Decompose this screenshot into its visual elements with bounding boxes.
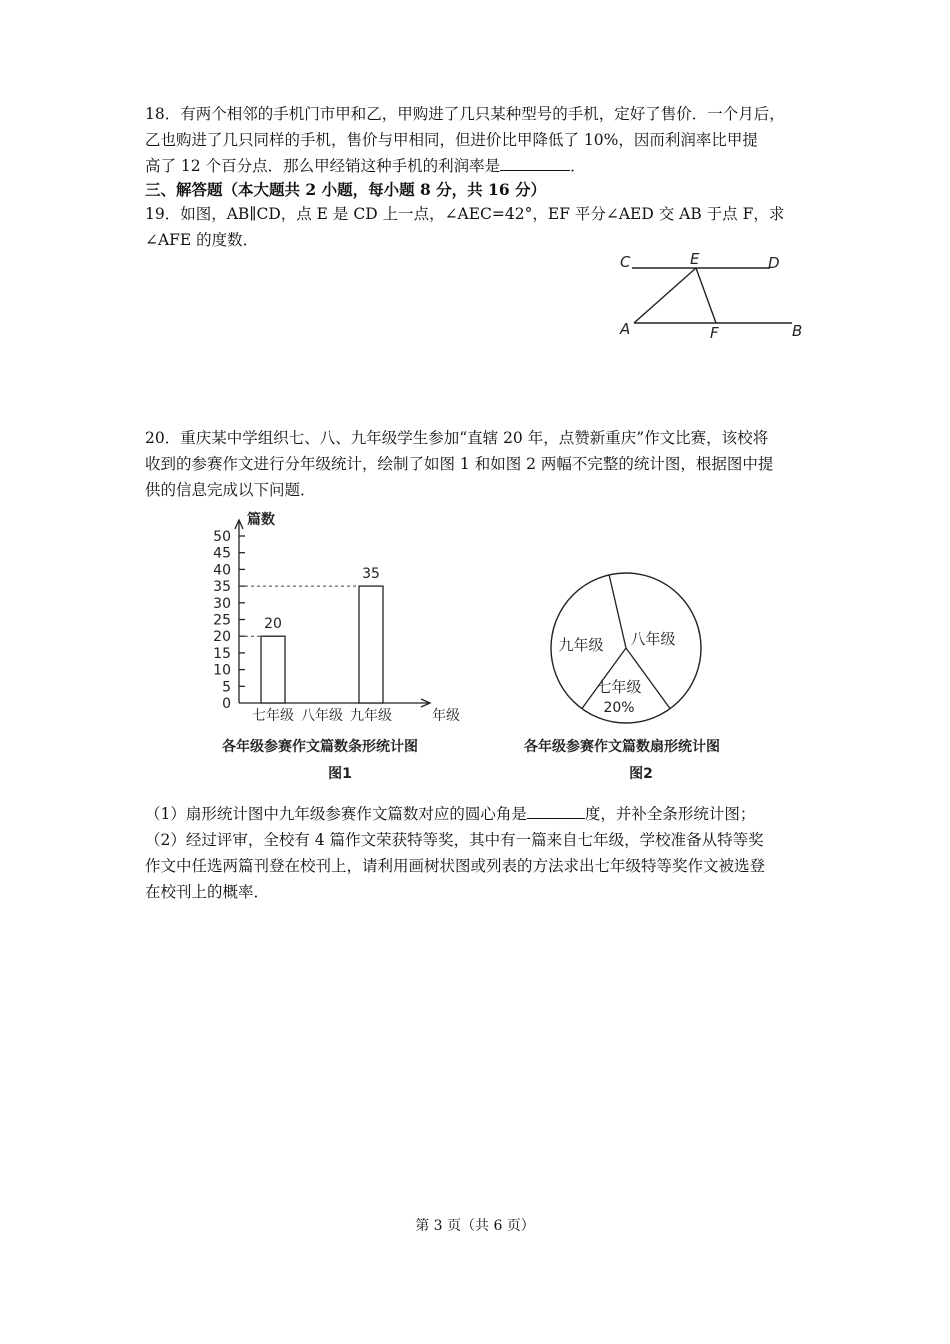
bar (359, 586, 383, 703)
y-tick-label: 0 (222, 696, 231, 712)
y-tick-label: 20 (213, 629, 231, 646)
q20-line-1: 20．重庆某中学组织七、八、九年级学生参加“直辖 20 年，点赞新重庆”作文比赛，该校将 (145, 429, 769, 447)
bar-chart-figure-1 (195, 505, 465, 790)
y-tick-label: 5 (222, 679, 231, 696)
q19-line-1: 19．如图，AB∥CD，点 E 是 CD 上一点，∠AEC=42°，EF 平分∠AED 交 AB 于点 F，求 (145, 205, 785, 223)
y-tick-label: 10 (213, 662, 231, 679)
pie-label-grade-7: 七年级 (596, 678, 642, 696)
q20-part-2-line-1: （2）经过评审，全校有 4 篇作文荣获特等奖，其中有一篇来自七年级，学校准备从特等奖 (145, 831, 764, 849)
q20-part-1-text: （1）扇形统计图中九年级参赛作文篇数对应的圆心角是 (145, 805, 527, 823)
y-tick-label: 30 (213, 595, 231, 612)
y-tick-label: 40 (213, 562, 231, 579)
pie-chart-title: 各年级参赛作文篇数扇形统计图 (524, 739, 720, 755)
q18-line-2: 乙也购进了几只同样的手机，售价与甲相同，但进价比甲降低了 10%，因而利润率比甲提 (145, 131, 758, 149)
bar-value-label: 20 (264, 616, 282, 633)
y-tick-label: 50 (213, 529, 231, 545)
bar-value-label: 35 (362, 566, 380, 583)
q20-line-3: 供的信息完成以下问题． (145, 481, 316, 499)
question-19 (145, 201, 810, 253)
pie-label-grade-8: 八年级 (630, 630, 676, 648)
segment-ae (634, 268, 696, 323)
bar (261, 636, 285, 703)
q20-part-2-line-2: 作文中任选两篇刊登在校刊上，请利用画树状图或列表的方法求出七年级特等奖作文被选登 (145, 857, 766, 875)
label-a: A (620, 320, 631, 338)
x-category-label: 七年级 (252, 708, 294, 724)
q20-part-1-end: 度，并补全条形统计图； (584, 805, 756, 823)
q19-geometry-figure (610, 250, 815, 345)
y-tick-label: 45 (213, 545, 231, 562)
label-f: F (710, 324, 719, 342)
q20-part-2-line-3: 在校刊上的概率． (145, 883, 270, 901)
question-18 (145, 101, 810, 179)
section-3-title (145, 177, 810, 203)
label-c: C (620, 253, 631, 271)
label-e: E (690, 250, 700, 268)
section-3-title-text: 三、解答题（本大题共 2 小题，每小题 8 分，共 16 分） (145, 180, 547, 199)
x-category-label: 九年级 (350, 708, 392, 724)
q18-line-3-text: 高了 12 个百分点．那么甲经销这种手机的利润率是 (145, 157, 501, 175)
x-axis-label: 年级 (432, 708, 460, 724)
q20-part-1 (145, 801, 810, 827)
pie-chart-figure-2 (495, 570, 755, 790)
q20-parts (145, 801, 810, 905)
x-category-label: 八年级 (301, 708, 343, 724)
q18-line-3 (145, 153, 810, 179)
pie-label-grade-7-percent: 20% (603, 700, 635, 716)
y-tick-label: 35 (213, 579, 231, 596)
answer-blank (527, 804, 585, 819)
bar-chart-title: 各年级参赛作文篇数条形统计图 (222, 739, 418, 755)
q20-line-2: 收到的参赛作文进行分年级统计，绘制了如图 1 和如图 2 两幅不完整的统计图，根据图中提 (145, 455, 774, 473)
y-tick-label: 25 (213, 612, 231, 629)
y-tick-label: 15 (213, 645, 231, 662)
answer-blank (500, 156, 570, 171)
q18-line-3-end: ． (570, 157, 586, 175)
segment-ef (696, 268, 716, 323)
label-b: B (792, 322, 803, 340)
page-footer: 第 3 页（共 6 页） (415, 1218, 535, 1234)
question-20 (145, 425, 810, 503)
label-d: D (768, 254, 780, 272)
pie-label-grade-9: 九年级 (558, 636, 604, 654)
bar-chart-caption: 图1 (328, 766, 352, 782)
q18-line-1: 18．有两个相邻的手机门市甲和乙，甲购进了几只某种型号的手机，定好了售价．一个月后， (145, 105, 785, 123)
q19-line-2: ∠AFE 的度数． (145, 231, 259, 249)
y-axis-label: 篇数 (247, 512, 275, 528)
pie-chart-caption: 图2 (629, 766, 653, 782)
